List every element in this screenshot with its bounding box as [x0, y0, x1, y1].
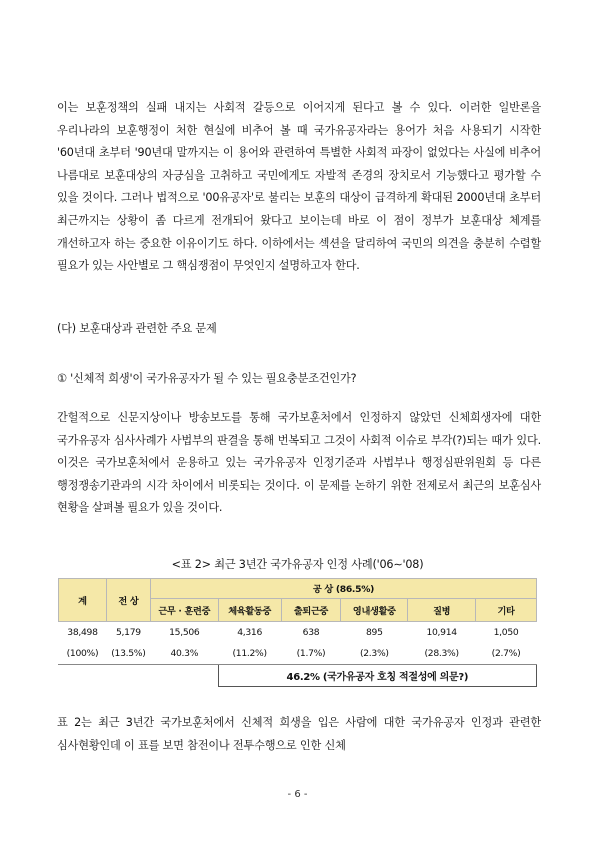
- table-note: 46.2% (국가유공자 호칭 적절성에 의문?): [218, 665, 536, 687]
- table-cell: 895: [341, 622, 408, 644]
- table-cell: 10,914: [408, 622, 476, 644]
- table-cell: 638: [281, 622, 341, 644]
- header-duty-col: 질병: [408, 598, 476, 621]
- table-header-row: [59, 579, 537, 599]
- header-duty-col: 근무 · 훈련중: [150, 598, 218, 621]
- header-duty-group: 공 상 (86.5%): [150, 579, 536, 599]
- table-cell: (11.2%): [218, 643, 281, 665]
- header-duty-col: 기타: [476, 598, 537, 621]
- body-paragraph-1: 이는 보훈정책의 실패 내지는 사회적 갈등으로 이어지게 된다고 볼 수 있다. 이러한 일반론을 우리나라의 보훈행정이 처한 현실에 비추어 볼 때 국가유공자라는 용어가 처음 사용되기 시작한 '60년대 초부터 '90년대 말까지는 이 용어와 관련하여 특별한 사회적 파장이 없었다는 사실에 비추어 나름대로 보훈대상의 자긍심을 고취하고 국민에게도 자발적 존경의 장치로서 기능했다고 평가할 수 있을 것이다. 그러나 법적으로 '00유공자'로 불리는 보훈의 대상이 급격하게 확대된 2000년대 초부터 최근까지는 상황이 좀 다르게 전개되어 왔다고 보이는데 바로 이 점이 정부가 보훈대상 체계를 개선하고자 하는 중요한 이유이기도 하다. 이하에서는 섹션을 달리하여 국민의 의견을 충분히 수렴할 필요가 있는 사안별로 그 핵심쟁점이 무엇인지 설명하고자 한다.: [57, 101, 541, 273]
- table-row-counts: [59, 622, 537, 644]
- stats-table: [58, 578, 537, 687]
- table-cell: 4,316: [218, 622, 281, 644]
- table-cell: 40.3%: [150, 643, 218, 665]
- table-note-row: [59, 665, 537, 687]
- header-duty-col: 출퇴근중: [281, 598, 341, 621]
- table-cell: (100%): [59, 643, 107, 665]
- table-cell: 15,506: [150, 622, 218, 644]
- table-cell: (1.7%): [281, 643, 341, 665]
- body-paragraph-2: 간헐적으로 신문지상이나 방송보도를 통해 국가보훈처에서 인정하지 않았던 신체희생자에 대한 국가유공자 심사사례가 사법부의 판결을 통해 번복되고 그것이 사회적 이슈로 부각(?)되는 때가 있다. 이것은 국가보훈처에서 운용하고 있는 국가유공자 인정기준과 사법부나 행정심판위원회 등 다른 행정쟁송기관과의 시각 차이에서 비롯되는 것이다. 이 문제를 논하기 위한 전제로서 최근의 보훈심사 현황을 살펴볼 필요가 있을 것이다.: [57, 411, 541, 515]
- section-heading: (다) 보훈대상과 관련한 주요 문제: [57, 322, 217, 335]
- header-duty-col: 체육활동중: [218, 598, 281, 621]
- table-cell: (2.7%): [476, 643, 537, 665]
- table-cell: (13.5%): [106, 643, 150, 665]
- subsection-question: ① '신체적 희생'이 국가유공자가 될 수 있는 필요충분조건인가?: [57, 372, 357, 385]
- header-total: 계: [59, 579, 107, 622]
- table-cell: 5,179: [106, 622, 150, 644]
- body-paragraph-3: 표 2는 최근 3년간 국가보훈처에서 신체적 희생을 입은 사람에 대한 국가유공자 인정과 관련한 심사현황인데 이 표를 보면 참전이나 전투수행으로 인한 신체: [57, 716, 541, 752]
- table-cell: (28.3%): [408, 643, 476, 665]
- page-number: - 6 -: [287, 789, 308, 800]
- table-caption: <표 2> 최근 3년간 국가유공자 인정 사례('06∼'08): [171, 558, 424, 571]
- table-row-percent: [59, 643, 537, 665]
- header-combat: 전 상: [106, 579, 150, 622]
- table-cell: (2.3%): [341, 643, 408, 665]
- header-duty-col: 영내생활중: [341, 598, 408, 621]
- table-cell: 1,050: [476, 622, 537, 644]
- table-cell: 38,498: [59, 622, 107, 644]
